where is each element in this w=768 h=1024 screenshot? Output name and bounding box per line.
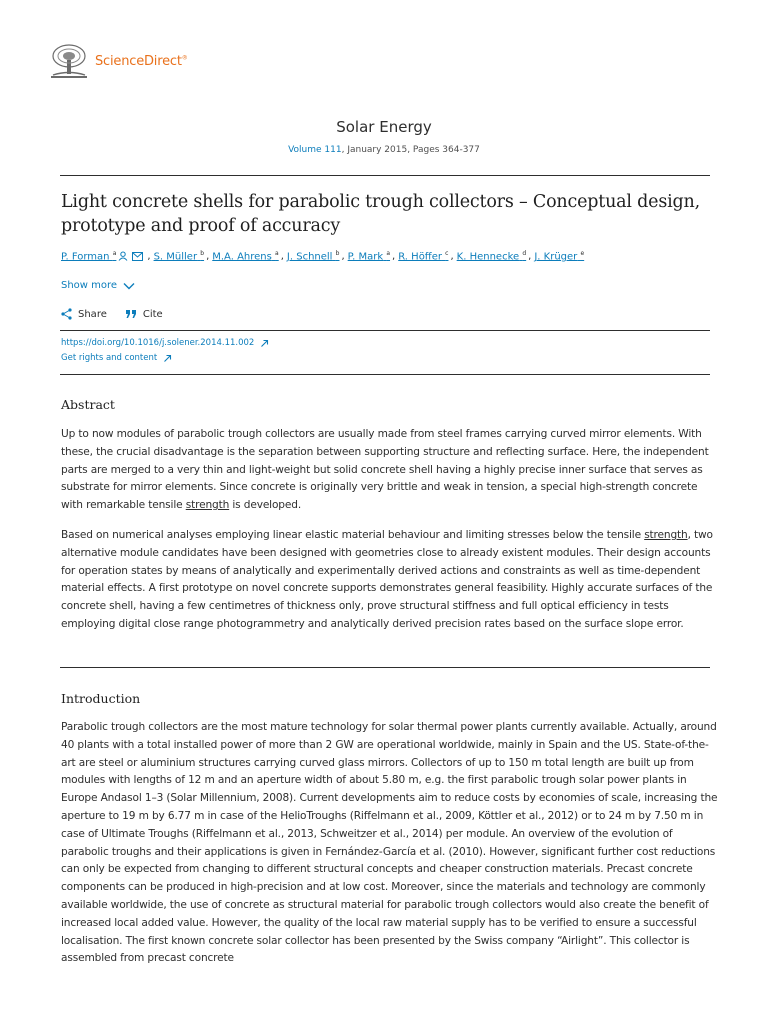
divider [60, 330, 710, 331]
doi-link[interactable]: https://doi.org/10.1016/j.solener.2014.11.002 [61, 338, 269, 348]
journal-name[interactable]: Solar Energy [336, 118, 432, 136]
rights-link[interactable]: Get rights and content [61, 353, 172, 363]
envelope-icon[interactable] [132, 252, 143, 261]
brand-name: ScienceDirect® [95, 53, 188, 69]
author-link[interactable]: S. Müller $^b$ [153, 250, 205, 263]
divider [60, 374, 710, 375]
share-button[interactable]: Share [61, 308, 107, 320]
show-more-button[interactable] [61, 280, 135, 291]
external-link-icon [260, 339, 269, 348]
author-list: P. Forman $^a$ , S. Müller $^b$ , M.A. Ahrens $^a$ , J. Schnell $^b$ , P. Mark $^a$ , R. Höffer $^c$ , K. Hennecke $^d$ , J. Krüger $^e$ [61, 250, 585, 263]
elsevier-tree-logo [49, 42, 89, 80]
cite-quote-icon [125, 309, 137, 319]
share-icon [61, 308, 72, 320]
chevron-down-icon [123, 282, 135, 290]
author-link[interactable]: J. Schnell $^b$ [286, 250, 340, 263]
author-link[interactable]: K. Hennecke $^d$ [456, 250, 527, 263]
person-icon[interactable] [118, 251, 128, 261]
article-title: Light concrete shells for parabolic trough collectors – Conceptual design, prototype and proof of accuracy [61, 192, 700, 236]
divider [60, 175, 710, 176]
external-link-icon [163, 354, 172, 363]
glossary-term-link[interactable]: strength [185, 499, 230, 512]
journal-info [0, 118, 768, 155]
introduction-paragraph: Parabolic trough collectors are the most mature technology for solar thermal power plants currently available. Actually, around 40 plants with a total installed power of more than 2 GW are operational worldwide, mainly in Spain and the US. State-of-the-art are steel or aluminium structures carrying curved glass mirrors. Collectors of up to 150 m total length are built up from modules with lengths of 12 m and an aperture width of about 5.80 m, e.g. the first parabolic trough solar power plants in Europe Andasol 1–3 (Solar Millennium, 2008). Current developments aim to reduce costs by economies of scale, increasing the aperture to 19 m by 6.77 m in case of the HelioTroughs (Riffelmann et al., 2009, Köttler et al., 2012) or to 24 m by 7.50 m in case of Ultimate Troughs (Riffelmann et al., 2013, Schweitzer et al., 2014) per module. An overview of the evolution of parabolic troughs and their applications is given in Fernández-García et al. (2010). However, significant further cost reductions can only be expected from changing to different structural concepts and cheaper construction materials. Precast concrete components can be produced in high-precision and at low cost. Moreover, since the materials and technology are commonly available worldwide, the use of concrete as structural material for parabolic trough collectors would also create the benefit of increased local added value. However, the quality of the local raw material supply has to be verified to ensure a successful localisation. The first known concrete solar collector has been presented by the Swiss company “Airlight”. This collector is assembled from precast concrete [61, 721, 718, 965]
journal-meta: Volume 111, January 2015, Pages 364-377 [288, 145, 480, 155]
author-link[interactable]: M.A. Ahrens $^a$ [212, 250, 279, 263]
abstract-paragraph: Based on numerical analyses employing linear elastic material behaviour and limiting stresses below the tensile strength, two alternative module candidates have been designed with geometries close to already existent modules. Their design accounts for operation states by means of analytically and experimentally derived actions and constraints as well as time-dependent material effects. A first prototype on novel concrete supports demonstrates general feasibility. Highly accurate surfaces of the concrete shell, having a few centimetres of thickness only, prove structural stiffness and full optical efficiency in tests employing digital close range photogrammetry and analytically derived precision rates based on the surface slope error. [61, 529, 713, 630]
author-link[interactable]: P. Forman $^a$ [61, 250, 117, 263]
divider [60, 667, 710, 668]
cite-button[interactable]: Cite [125, 309, 163, 320]
abstract-paragraph: Up to now modules of parabolic trough collectors are usually made from steel frames carrying curved mirror elements. With these, the crucial disadvantage is the separation between supporting structure and reflecting surface. Here, the independent parts are merged to a very thin and light-weight but solid concrete shell having a highly precise inner surface that serves as substrate for mirror elements. Since concrete is originally very brittle and weak in tension, a special high-strength concrete with remarkable tensile strength is developed. [61, 428, 709, 512]
sciencedirect-logo[interactable] [49, 42, 188, 80]
glossary-term-link[interactable]: strength [644, 529, 688, 541]
author-link[interactable]: P. Mark $^a$ [347, 250, 391, 263]
share-cite-bar [61, 308, 181, 320]
author-link[interactable]: R. Höffer $^c$ [398, 250, 449, 263]
abstract-heading: Abstract [61, 397, 115, 412]
introduction-heading: Introduction [61, 691, 141, 706]
volume-link[interactable]: Volume 111 [288, 145, 342, 155]
show-more-label: Show more [61, 280, 118, 291]
author-link[interactable]: J. Krüger $^e$ [534, 250, 585, 263]
